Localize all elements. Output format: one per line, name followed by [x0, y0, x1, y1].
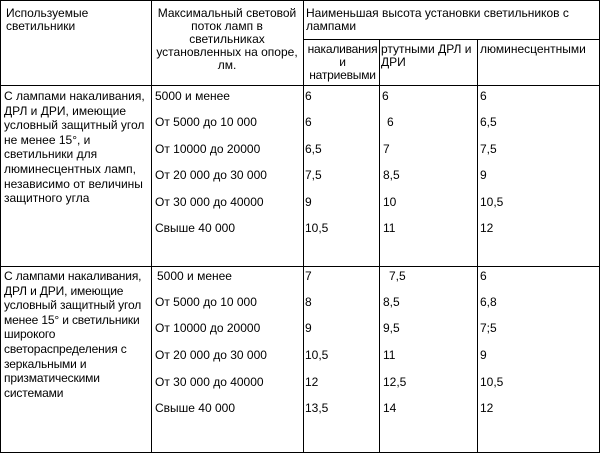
g2-row5-flux: От 30 000 до 40000 [155, 375, 264, 389]
g2-row4-incandescent: 10,5 [305, 348, 329, 362]
header-flux: Максимальный световой поток ламп в светильниках установленных на опоре, лм. [156, 6, 298, 72]
g2-row4-fluorescent: 9 [480, 348, 487, 362]
g2-row2-mercury: 8,5 [383, 295, 400, 309]
g2-row1-flux: 5000 и менее [157, 269, 232, 283]
g2-row6-incandescent: 13,5 [305, 401, 329, 415]
g2-row3-incandescent: 9 [305, 321, 312, 335]
g2-row6-fluorescent: 12 [480, 401, 494, 415]
g1-row1-flux: 5000 и менее [155, 89, 230, 103]
g2-row2-fluorescent: 6,8 [480, 295, 497, 309]
g1-row5-flux: От 30 000 до 40000 [155, 195, 264, 209]
g2-row6-mercury: 14 [383, 401, 397, 415]
rule-col3 [379, 39, 380, 453]
g2-row3-fluorescent: 7;5 [480, 321, 497, 335]
g1-row4-mercury: 8,5 [383, 168, 400, 182]
g2-row2-flux: От 5000 до 10 000 [155, 295, 257, 309]
g1-row5-fluorescent: 10,5 [480, 195, 504, 209]
g2-row3-flux: От 10000 до 20000 [155, 321, 261, 335]
g2-row2-incandescent: 8 [305, 295, 312, 309]
g1-row2-mercury: 6 [387, 115, 394, 129]
rule-header-bottom [0, 85, 600, 86]
group-1-description: С лампами накаливания, ДРЛ и ДРИ, имеющие условный защитный угол не менее 15°, и светильники для люминесцентных ламп, независимо от величины защитного угла [4, 89, 145, 206]
g1-row6-mercury: 11 [383, 221, 396, 235]
rule-left [0, 0, 1, 453]
g2-row5-incandescent: 12 [305, 375, 319, 389]
header-height: Наименьшая высота установки светильников с лампами [306, 6, 569, 33]
rule-col2 [303, 0, 304, 453]
g1-row6-fluorescent: 12 [480, 221, 494, 235]
rule-group-divider [0, 266, 600, 267]
rule-col4 [477, 39, 478, 453]
subheader-incandescent: накаливания и натриевыми [307, 42, 378, 82]
header-luminaires: Используемые светильники [6, 6, 89, 33]
g1-row4-flux: От 20 000 до 30 000 [155, 168, 267, 182]
g1-row1-mercury: 6 [382, 89, 389, 103]
group-2-description: С лампами накаливания, ДРЛ и ДРИ, имеющие условный защитный угол менее 15° и светильники широкого светораспределения с зеркальными и призматическими системами [4, 269, 142, 400]
g2-row5-mercury: 12,5 [383, 375, 407, 389]
g2-row6-flux: Свыше 40 000 [155, 401, 236, 415]
subheader-fluorescent: люминесцентными [480, 42, 586, 56]
g1-row6-incandescent: 10,5 [305, 221, 329, 235]
g2-row4-mercury: 11 [383, 348, 396, 362]
rule-top [0, 0, 600, 1]
g1-row1-incandescent: 6 [305, 89, 312, 103]
g1-row3-flux: От 10000 до 20000 [155, 142, 261, 156]
rule-subheader [303, 39, 600, 40]
g1-row3-incandescent: 6,5 [305, 142, 322, 156]
g1-row3-mercury: 7 [383, 142, 390, 156]
g2-row3-mercury: 9,5 [383, 321, 400, 335]
g1-row6-flux: Свыше 40 000 [155, 221, 236, 235]
g2-row1-mercury: 7,5 [389, 269, 406, 283]
g1-row4-incandescent: 7,5 [305, 168, 322, 182]
g1-row5-incandescent: 9 [305, 195, 312, 209]
g2-row5-fluorescent: 10,5 [480, 375, 504, 389]
rule-col1 [151, 0, 152, 453]
g2-row1-fluorescent: 6 [480, 269, 487, 283]
subheader-mercury: ртутными ДРЛ и ДРИ [381, 42, 472, 69]
g1-row2-fluorescent: 6,5 [480, 115, 497, 129]
g1-row5-mercury: 10 [383, 195, 397, 209]
g1-row2-incandescent: 6 [305, 115, 312, 129]
g1-row1-fluorescent: 6 [480, 89, 487, 103]
g2-row4-flux: От 20 000 до 30 000 [155, 348, 267, 362]
g1-row4-fluorescent: 9 [480, 168, 487, 182]
g1-row3-fluorescent: 7,5 [480, 142, 497, 156]
g1-row2-flux: От 5000 до 10 000 [155, 115, 257, 129]
g2-row1-incandescent: 7 [305, 269, 312, 283]
